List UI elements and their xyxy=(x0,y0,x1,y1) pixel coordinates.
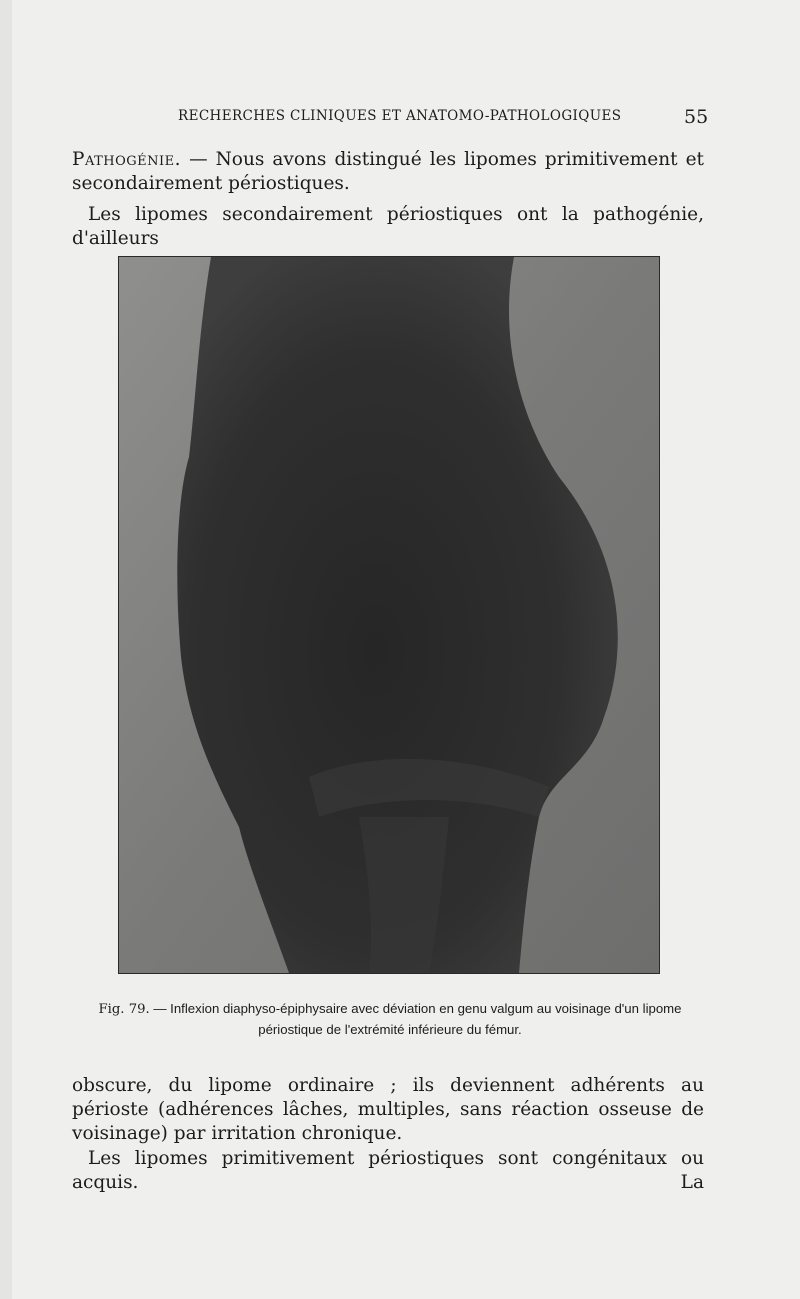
paragraph-obscure xyxy=(72,1074,704,1146)
paragraph-text: obscure, du lipome ordinaire ; ils deviennent adhérents au périoste (adhérences lâches, multiples, sans réaction osseuse de voisinage) par irritation chronique. xyxy=(72,1075,704,1144)
radiograph-figure xyxy=(118,256,660,974)
paragraph-primary xyxy=(72,1147,704,1195)
figure-label: Fig. 79. xyxy=(98,1002,150,1017)
paragraph-secondary xyxy=(72,203,704,251)
radiograph-image xyxy=(119,257,659,973)
paragraph-text: Les lipomes primitivement périostiques sont congénitaux ou acquis. La xyxy=(72,1148,704,1193)
paragraph-text: — Nous avons distingué les lipomes primitivement et secondairement périostiques. xyxy=(72,149,704,194)
caption-text: — Inflexion diaphyso-épiphysaire avec déviation en genu valgum au voisinage d'un lipome périostique de l'extrémité inférieure du fémur. xyxy=(149,1001,682,1037)
paragraph-pathogenie xyxy=(72,148,704,196)
figure-caption xyxy=(70,999,710,1040)
page-number: 55 xyxy=(684,106,709,128)
section-label: Pathogénie. xyxy=(72,149,182,170)
running-head: RECHERCHES CLINIQUES ET ANATOMO-PATHOLOGIQUES xyxy=(178,108,622,124)
paragraph-text: Les lipomes secondairement périostiques ont la pathogénie, d'ailleurs xyxy=(72,204,704,249)
